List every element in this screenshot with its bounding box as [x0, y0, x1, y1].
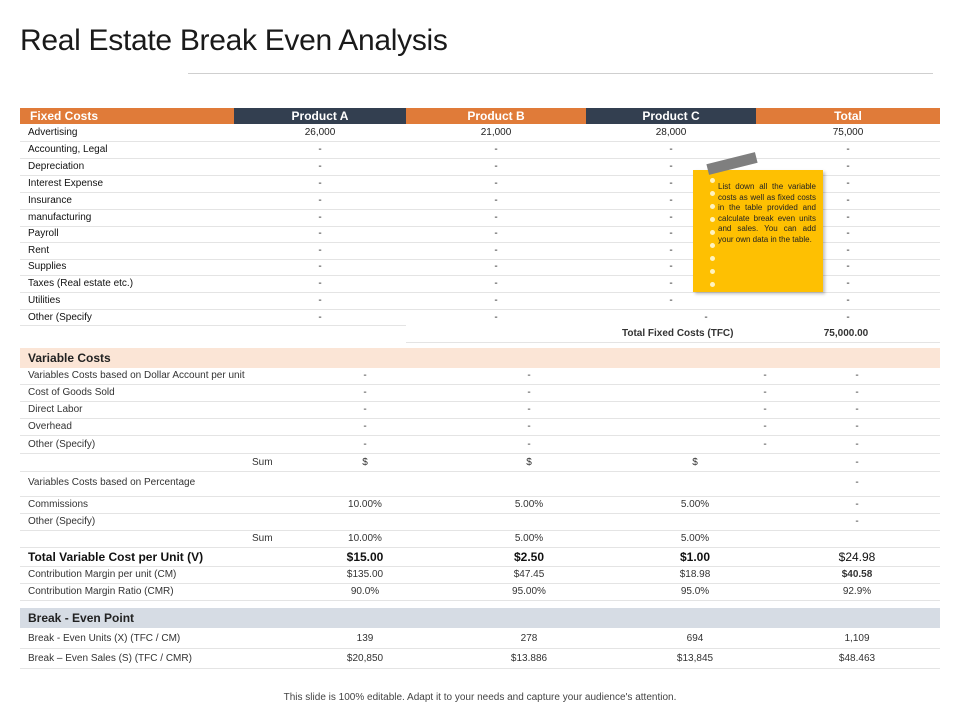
cell-total: - — [846, 178, 850, 189]
cell-product-b: 5.00% — [514, 499, 544, 510]
row-label: manufacturing — [28, 212, 92, 223]
tfc-value: 75,000.00 — [823, 328, 869, 339]
cell-product-b: - — [527, 439, 531, 450]
cell-total: - — [846, 261, 850, 272]
divider — [20, 325, 406, 326]
cell-product-b: - — [494, 161, 498, 172]
cell-total: 92.9% — [842, 586, 872, 597]
cell-product-b: 5.00% — [514, 533, 544, 544]
sum-label: Sum — [252, 457, 273, 468]
sum-label: Sum — [252, 533, 273, 544]
variable-row — [20, 402, 940, 419]
variable-row — [20, 385, 940, 402]
row-label: Cost of Goods Sold — [28, 387, 115, 398]
cell-product-c: - — [763, 421, 767, 432]
cell-product-b: - — [494, 178, 498, 189]
row-label: Insurance — [28, 195, 72, 206]
row-label: Other (Specify — [28, 312, 92, 323]
row-label: Variables Costs based on Percentage — [28, 477, 196, 488]
cell-product-c: $13,845 — [676, 653, 714, 664]
row-label: Advertising — [28, 127, 78, 138]
cell-product-b: - — [494, 212, 498, 223]
tfc-label: Total Fixed Costs (TFC) — [622, 328, 734, 339]
row-label: Depreciation — [28, 161, 85, 172]
cell-product-a: $ — [362, 457, 368, 468]
cell-product-b: - — [527, 421, 531, 432]
cell-product-a: - — [363, 404, 367, 415]
fixed-row-utilities — [20, 293, 940, 310]
cell-product-b: 278 — [520, 633, 538, 644]
header-total: Total — [756, 108, 940, 124]
cell-total: - — [846, 312, 850, 323]
variable-row — [20, 436, 940, 454]
cell-total: - — [846, 278, 850, 289]
cell-total: $40.58 — [841, 569, 873, 580]
cell-product-c: 694 — [686, 633, 704, 644]
cell-product-b: - — [494, 261, 498, 272]
cell-product-a: $15.00 — [346, 550, 384, 564]
cell-total: - — [855, 439, 859, 450]
cell-product-c: - — [669, 178, 673, 189]
row-label: Contribution Margin Ratio (CMR) — [28, 586, 174, 597]
row-label: Break - Even Units (X) (TFC / CM) — [28, 633, 181, 644]
break-even-header — [20, 608, 940, 628]
fixed-row-accounting — [20, 142, 940, 159]
row-label: Variables Costs based on Dollar Account per unit — [28, 370, 245, 381]
cell-total: 1,109 — [844, 633, 870, 644]
cell-product-b: - — [494, 144, 498, 155]
cell-product-c: $18.98 — [679, 569, 711, 580]
cell-product-b: - — [494, 312, 498, 323]
cell-total: - — [846, 245, 850, 256]
cell-total: $48.463 — [838, 653, 876, 664]
cell-total: - — [855, 499, 859, 510]
cell-product-a: - — [318, 228, 322, 239]
cell-product-b: - — [527, 387, 531, 398]
cell-total: - — [846, 295, 850, 306]
variable-costs-header — [20, 348, 940, 368]
cell-product-b: - — [494, 278, 498, 289]
cell-product-c: - — [669, 228, 673, 239]
cell-product-c: $1.00 — [679, 550, 711, 564]
percentage-row — [20, 472, 940, 497]
cell-product-b: 95.00% — [512, 586, 546, 597]
cell-product-c: - — [763, 439, 767, 450]
cell-total: - — [855, 516, 859, 527]
total-variable-cost-row — [20, 548, 940, 567]
row-label: Commissions — [28, 499, 89, 510]
row-label: Break – Even Sales (S) (TFC / CMR) — [28, 653, 192, 664]
page-title: Real Estate Break Even Analysis — [20, 24, 448, 57]
cell-product-a: - — [363, 439, 367, 450]
cell-product-b: - — [494, 245, 498, 256]
break-even-units-row — [20, 629, 940, 649]
cell-product-a: - — [318, 195, 322, 206]
cell-product-b: $2.50 — [513, 550, 545, 564]
cell-total: - — [846, 161, 850, 172]
break-even-sales-row — [20, 649, 940, 669]
section-title: Variable Costs — [28, 351, 111, 365]
cell-product-c: 95.0% — [680, 586, 710, 597]
row-label: Accounting, Legal — [28, 144, 108, 155]
cell-total: 75,000 — [832, 127, 864, 138]
cell-product-c: 28,000 — [655, 127, 687, 138]
cell-product-b: - — [527, 404, 531, 415]
cell-total: - — [846, 195, 850, 206]
cell-product-a: - — [318, 212, 322, 223]
cell-product-c: - — [669, 295, 673, 306]
cell-total: - — [855, 457, 859, 468]
cell-product-c: - — [704, 312, 708, 323]
tfc-row — [406, 325, 940, 343]
cell-product-b: $13.886 — [510, 653, 548, 664]
row-label: Taxes (Real estate etc.) — [28, 278, 134, 289]
cell-product-c: $ — [692, 457, 698, 468]
cell-product-a: - — [318, 144, 322, 155]
cell-product-c: - — [669, 161, 673, 172]
fixed-row-other — [20, 310, 940, 326]
cell-product-a: - — [318, 245, 322, 256]
cell-total: - — [855, 477, 859, 488]
cell-product-c: - — [669, 278, 673, 289]
cell-product-b: - — [494, 295, 498, 306]
cell-product-a: $20,850 — [346, 653, 384, 664]
row-label: Interest Expense — [28, 178, 104, 189]
row-label: Total Variable Cost per Unit (V) — [28, 550, 204, 564]
cell-product-b: $47.45 — [513, 569, 545, 580]
header-fixed-costs: Fixed Costs — [20, 108, 234, 124]
cell-product-a: - — [318, 261, 322, 272]
row-label: Utilities — [28, 295, 61, 306]
other-specify-row — [20, 514, 940, 531]
cell-product-b: - — [494, 195, 498, 206]
header-product-b: Product B — [406, 108, 586, 124]
cell-total: - — [846, 144, 850, 155]
row-label: Contribution Margin per unit (CM) — [28, 569, 177, 580]
cell-product-b: 21,000 — [480, 127, 512, 138]
cell-product-a: - — [363, 421, 367, 432]
cell-product-a: - — [318, 278, 322, 289]
cell-product-a: 26,000 — [304, 127, 336, 138]
cell-product-c: - — [763, 387, 767, 398]
cell-product-a: 10.00% — [348, 533, 382, 544]
variable-row — [20, 368, 940, 385]
cell-product-a: $135.00 — [346, 569, 384, 580]
row-label: Other (Specify) — [28, 439, 96, 450]
cell-product-c: 5.00% — [680, 533, 710, 544]
cell-total: - — [855, 387, 859, 398]
cell-product-c: - — [669, 195, 673, 206]
row-label: Other (Specify) — [28, 516, 96, 527]
row-label: Rent — [28, 245, 50, 256]
cell-product-b: - — [494, 228, 498, 239]
header-product-c: Product C — [586, 108, 756, 124]
cell-product-b: $ — [526, 457, 532, 468]
contribution-margin-ratio-row — [20, 584, 940, 601]
cell-product-c: - — [669, 245, 673, 256]
cell-product-c: - — [669, 261, 673, 272]
cell-product-a: - — [363, 387, 367, 398]
commissions-row — [20, 497, 940, 514]
header-product-a: Product A — [234, 108, 406, 124]
cell-product-c: - — [763, 370, 767, 381]
sticky-note-text: List down all the variable costs as well as fixed costs in the table provided and calculate break even units and sales. You can add your own data in the table. — [718, 182, 816, 244]
cell-total: - — [846, 228, 850, 239]
cell-product-a: - — [363, 370, 367, 381]
cell-product-a: 10.00% — [348, 499, 382, 510]
cell-total: - — [855, 421, 859, 432]
cell-product-a: - — [318, 178, 322, 189]
contribution-margin-row — [20, 567, 940, 584]
cell-total: - — [855, 370, 859, 381]
footer-note: This slide is 100% editable. Adapt it to your needs and capture your audience's attention. — [283, 692, 677, 703]
row-label: Supplies — [28, 261, 67, 272]
row-label: Direct Labor — [28, 404, 83, 415]
sum-row — [20, 531, 940, 548]
cell-product-a: - — [318, 161, 322, 172]
cell-product-b: - — [527, 370, 531, 381]
cell-total: - — [846, 212, 850, 223]
cell-product-c: - — [763, 404, 767, 415]
row-label: Overhead — [28, 421, 72, 432]
cell-product-a: 90.0% — [350, 586, 380, 597]
section-title: Break - Even Point — [28, 611, 135, 625]
cell-total: - — [855, 404, 859, 415]
row-label: Payroll — [28, 228, 59, 239]
cell-product-c: - — [669, 212, 673, 223]
cell-product-c: 5.00% — [680, 499, 710, 510]
cell-product-c: - — [669, 144, 673, 155]
sum-row — [20, 454, 940, 472]
title-divider — [188, 73, 933, 74]
cell-product-a: - — [318, 295, 322, 306]
spiral-holes-icon — [710, 178, 718, 290]
cell-product-a: - — [318, 312, 322, 323]
fixed-row-advertising — [20, 125, 940, 142]
variable-row — [20, 419, 940, 436]
cell-total: $24.98 — [838, 550, 876, 564]
cell-product-a: 139 — [356, 633, 374, 644]
